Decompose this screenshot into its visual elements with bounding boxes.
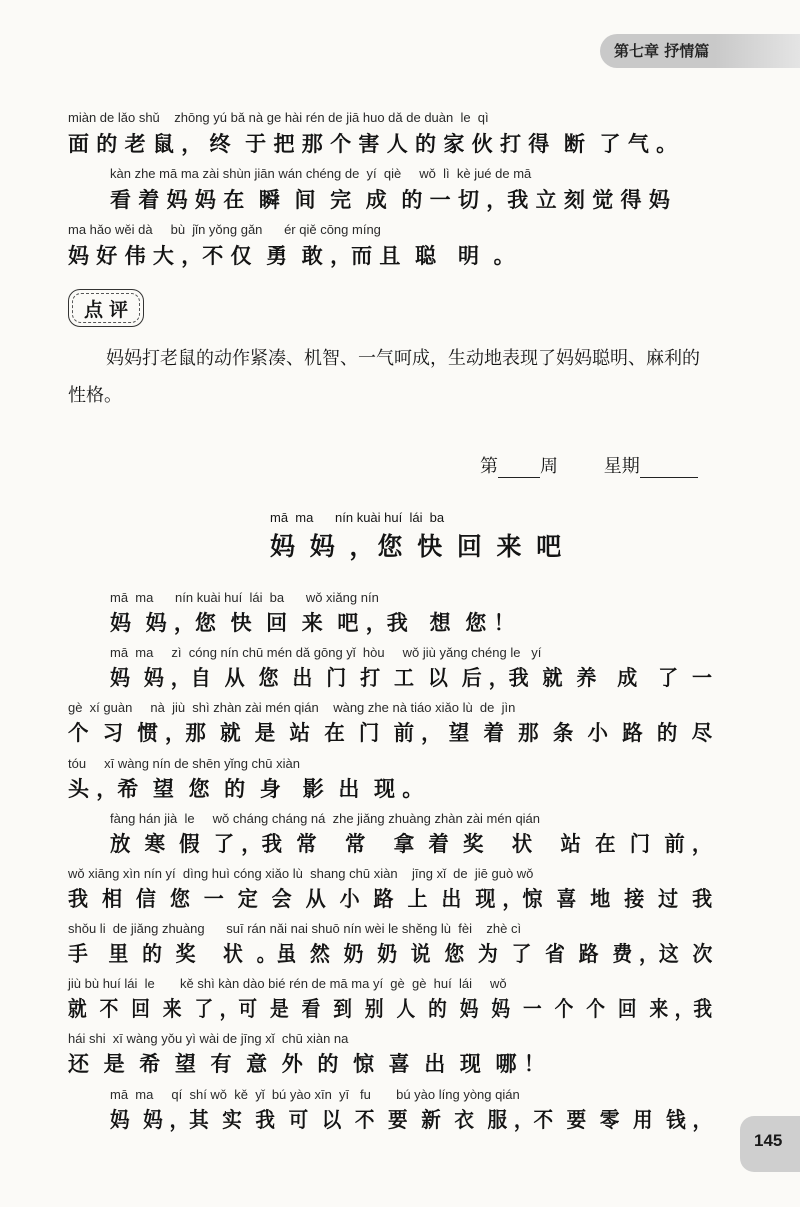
text-line: 手 里 的 奖 状 。虽 然 奶 奶 说 您 为 了 省 路 费 ，这 次 xyxy=(68,941,713,966)
chapter-header: 第七章 抒情篇 xyxy=(614,42,710,60)
text-line: 我 相 信 您 一 定 会 从 小 路 上 出 现 ，惊 喜 地 接 过 我 xyxy=(68,886,713,911)
text-line: 看 着 妈 妈 在 瞬 间 完 成 的 一 切 ，我 立 刻 觉 得 妈 xyxy=(110,187,670,212)
comment-label: 点评 xyxy=(83,298,134,321)
pinyin-line: gè xí guàn nà jiù shì zhàn zài mén qián wàng zhe nà tiáo xiǎo lù de jìn xyxy=(68,700,516,715)
text-line: 就 不 回 来 了 ，可 是 看 到 别 人 的 妈 妈 一 个 个 回 来 ，我 xyxy=(68,996,712,1021)
week-prefix: 第 xyxy=(480,456,498,477)
text-line: 妈 好 伟 大 ，不 仅 勇 敢 ，而 且 聪 明 。 xyxy=(68,243,515,268)
text-line: 妈 妈 ，您 快 回 来 吧 ，我 想 您 ！ xyxy=(110,610,515,635)
text-line: 还 是 希 望 有 意 外 的 惊 喜 出 现 哪 ！ xyxy=(68,1051,545,1076)
pinyin-line: fàng hán jià le wǒ cháng cháng ná zhe jiǎng zhuàng zhàn zài mén qián xyxy=(110,811,541,826)
pinyin-line: mā ma qí shí wǒ kě yǐ bú yào xīn yī fu bú yào líng yòng qián xyxy=(110,1087,520,1102)
text-line: 妈 妈 ，其 实 我 可 以 不 要 新 衣 服 ，不 要 零 用 钱 ， xyxy=(110,1107,713,1132)
header-tab-fade xyxy=(715,34,800,68)
text-line: 放 寒 假 了 ，我 常 常 拿 着 奖 状 站 在 门 前 ， xyxy=(110,831,713,856)
pinyin-line: kàn zhe mā ma zài shùn jiān wán chéng de yí qiè wǒ lì kè jué de mā xyxy=(110,166,532,181)
text-line: 妈 妈 ，自 从 您 出 门 打 工 以 后 ，我 就 养 成 了 一 xyxy=(110,665,712,690)
pinyin-line: ma hǎo wěi dà bù jǐn yǒng gǎn ér qiě cōng míng xyxy=(68,222,381,237)
week-line xyxy=(480,452,698,478)
pinyin-line: shǒu li de jiǎng zhuàng suī rán nǎi nai shuō nín wèi le shěng lù fèi zhè cì xyxy=(68,921,522,936)
pinyin-line: tóu xī wàng nín de shēn yǐng chū xiàn xyxy=(68,756,300,771)
article-title: 妈 妈 ，您 快 回 来 吧 xyxy=(270,532,565,561)
pinyin-line: wǒ xiāng xìn nín yí dìng huì cóng xiǎo lù shang chū xiàn jīng xǐ de jiē guò wǒ xyxy=(68,866,534,881)
weekday-label: 星期 xyxy=(603,456,640,477)
pinyin-line: mā ma zì cóng nín chū mén dǎ gōng yǐ hòu wǒ jiù yǎng chéng le yí xyxy=(110,645,542,660)
text-line: 头 ，希 望 您 的 身 影 出 现 。 xyxy=(68,776,424,801)
page-number: 145 xyxy=(754,1131,783,1150)
comment-text: 妈妈打老鼠的动作紧凑、机智、一气呵成，生动地表现了妈妈聪明、麻利的性格。 xyxy=(68,348,700,406)
pinyin-line: jiù bù huí lái le kě shì kàn dào bié rén de mā ma yí gè gè huí lái wǒ xyxy=(68,976,507,991)
pinyin-line: hái shi xī wàng yǒu yì wài de jīng xǐ chū xiàn na xyxy=(68,1031,349,1046)
week-word: 周 xyxy=(540,456,558,477)
pinyin-line: miàn de lǎo shǔ zhōng yú bǎ nà ge hài rén de jiā huo dǎ de duàn le qì xyxy=(68,110,489,125)
pinyin-line: mā ma nín kuài huí lái ba wǒ xiǎng nín xyxy=(110,590,379,605)
weekday-blank xyxy=(640,459,698,478)
week-number-blank xyxy=(498,459,540,478)
title-pinyin: mā ma nín kuài huí lái ba xyxy=(270,510,445,525)
text-line: 面 的 老 鼠 ， 终 于 把 那 个 害 人 的 家 伙 打 得 断 了 气 。 xyxy=(68,131,678,156)
text-line: 个 习 惯 ，那 就 是 站 在 门 前 ， 望 着 那 条 小 路 的 尽 xyxy=(68,720,713,745)
comment-label-box xyxy=(68,289,144,327)
